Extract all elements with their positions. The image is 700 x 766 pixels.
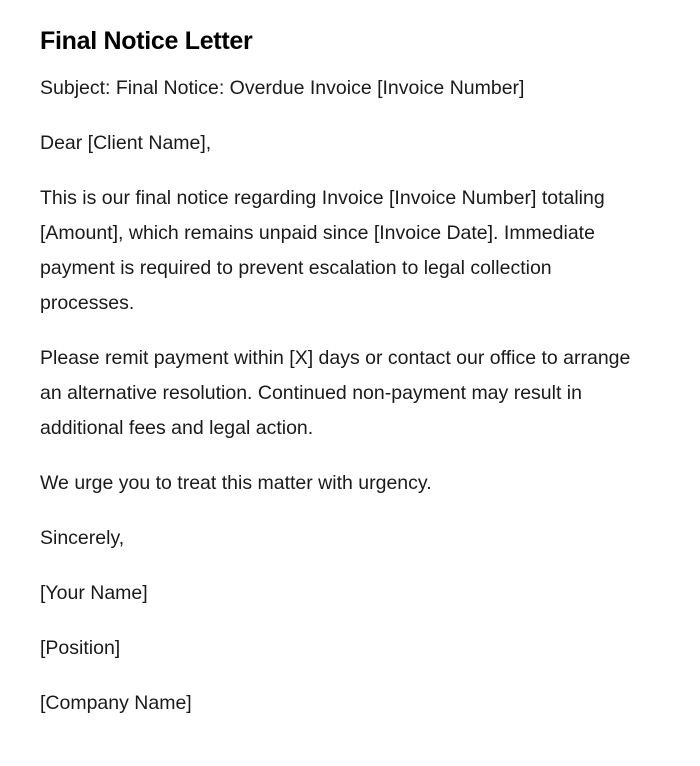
body-paragraph-3: We urge you to treat this matter with urgency.: [40, 472, 432, 494]
subject-line: Subject: Final Notice: Overdue Invoice [Invoice Number]: [40, 77, 525, 99]
body-paragraph-2: Please remit payment within [X] days or contact our office to arrange an alternative resolution. Continued non-payment may result in additional fees and legal action.: [40, 347, 631, 439]
signature-name: [Your Name]: [40, 582, 148, 604]
signature-company: [Company Name]: [40, 692, 192, 714]
salutation: Dear [Client Name],: [40, 132, 212, 154]
closing: Sincerely,: [40, 527, 125, 549]
body-paragraph-1: This is our final notice regarding Invoice [Invoice Number] totaling [Amount], which remains unpaid since [Invoice Date]. Immediate payment is required to prevent escalation to legal collection processes.: [40, 187, 605, 314]
page-title: Final Notice Letter: [40, 27, 253, 55]
signature-position: [Position]: [40, 637, 121, 659]
